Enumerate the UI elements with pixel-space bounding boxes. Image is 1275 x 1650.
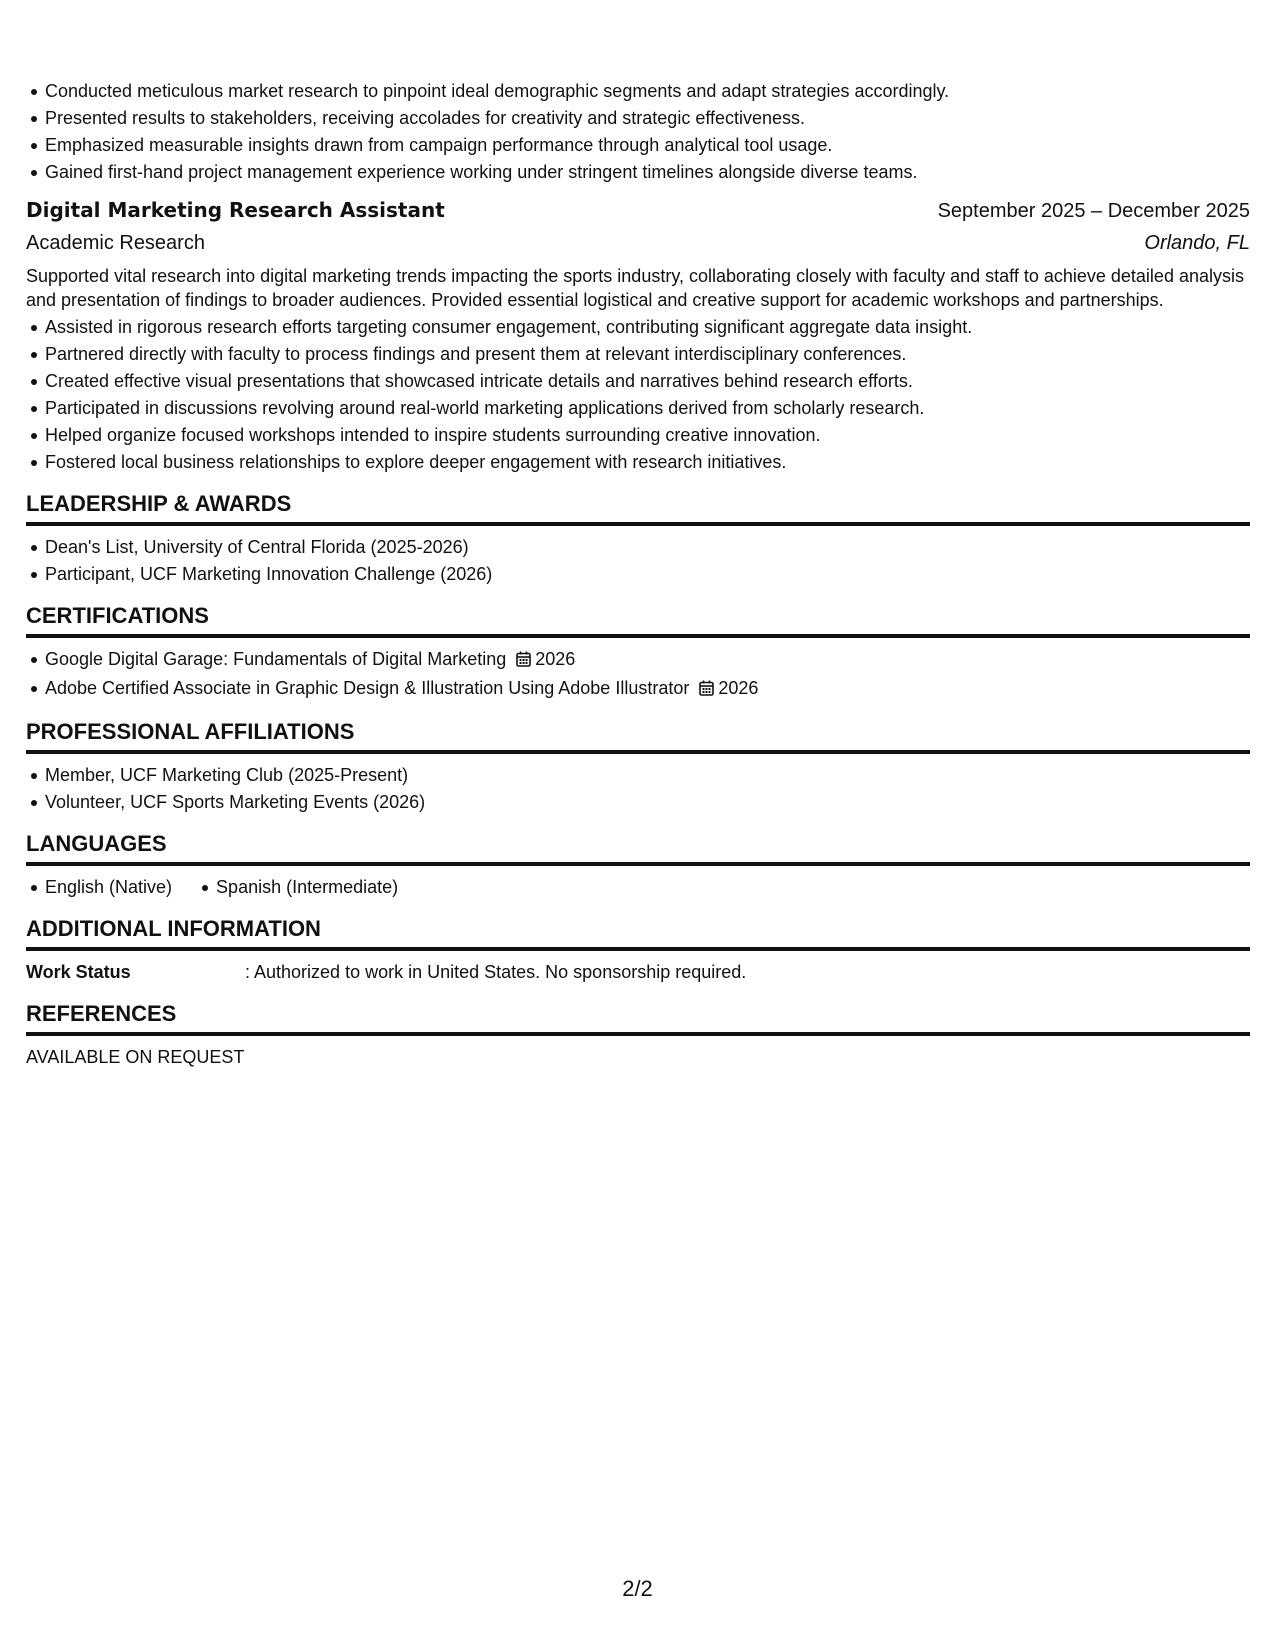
list-item: Dean's List, University of Central Florida (2025-2026): [45, 534, 1250, 561]
list-item: Created effective visual presentations that showcased intricate details and narratives behind research efforts.: [45, 368, 1250, 395]
certification-name: Google Digital Garage: Fundamentals of Digital Marketing: [45, 649, 507, 669]
job-organization: Academic Research: [26, 232, 205, 254]
list-item: Assisted in rigorous research efforts targeting consumer engagement, contributing significant aggregate data insight.: [45, 314, 1250, 341]
job-subheader: [26, 228, 1250, 258]
job-dates: September 2025 – December 2025: [937, 200, 1250, 222]
list-item: Member, UCF Marketing Club (2025-Present): [45, 762, 1250, 789]
list-item: Conducted meticulous market research to pinpoint ideal demographic segments and adapt strategies accordingly.: [45, 78, 1250, 105]
section-leadership: [26, 490, 1250, 588]
section-certifications: [26, 602, 1250, 704]
leadership-list: [26, 534, 1250, 588]
section-additional-information: [26, 915, 1250, 986]
language-item: English (Native): [45, 874, 172, 901]
section-title: PROFESSIONAL AFFILIATIONS: [26, 718, 1250, 754]
job-header: [26, 195, 1250, 226]
list-item: Helped organize focused workshops intended to inspire students surrounding creative innovation.: [45, 422, 1250, 449]
job-description: Supported vital research into digital marketing trends impacting the sports industry, collaborating closely with faculty and staff to achieve detailed analysis and presentation of findings to broader audiences. Provided essential logistical and creative support for academic workshops and partnerships.: [26, 266, 1244, 310]
list-item: Fostered local business relationships to explore deeper engagement with research initiatives.: [45, 449, 1250, 476]
section-languages: [26, 830, 1250, 901]
list-item: [45, 646, 1250, 675]
section-title: ADDITIONAL INFORMATION: [26, 915, 1250, 951]
affiliations-list: [26, 762, 1250, 816]
section-title: LEADERSHIP & AWARDS: [26, 490, 1250, 526]
certification-name: Adobe Certified Associate in Graphic Design & Illustration Using Adobe Illustrator: [45, 678, 690, 698]
page-number: 2/2: [622, 1576, 653, 1601]
calendar-icon: [699, 677, 714, 704]
list-item: Volunteer, UCF Sports Marketing Events (2026): [45, 789, 1250, 816]
list-item: Emphasized measurable insights drawn from campaign performance through analytical tool usage.: [45, 132, 1250, 159]
job-bullets: [26, 314, 1250, 476]
language-item: Spanish (Intermediate): [216, 874, 398, 901]
section-affiliations: [26, 718, 1250, 816]
section-title: LANGUAGES: [26, 830, 1250, 866]
resume-page: [26, 78, 1250, 1071]
section-title: REFERENCES: [26, 1000, 1250, 1036]
section-title: CERTIFICATIONS: [26, 602, 1250, 638]
list-item: Presented results to stakeholders, receiving accolades for creativity and strategic effectiveness.: [45, 105, 1250, 132]
certification-year: 2026: [535, 649, 576, 669]
list-item: Partnered directly with faculty to process findings and present them at relevant interdisciplinary conferences.: [45, 341, 1250, 368]
list-item: Participated in discussions revolving around real-world marketing applications derived from scholarly research.: [45, 395, 1250, 422]
job-location: Orlando, FL: [1144, 232, 1250, 254]
previous-job-bullets: [26, 78, 1250, 186]
section-references: [26, 1000, 1250, 1071]
list-item: Participant, UCF Marketing Innovation Challenge (2026): [45, 561, 1250, 588]
certification-year: 2026: [718, 678, 759, 698]
work-status-row: [26, 959, 1250, 986]
languages-list: [26, 874, 1250, 901]
job-title: Digital Marketing Research Assistant: [26, 198, 445, 222]
list-item: Gained first-hand project management experience working under stringent timelines alongside diverse teams.: [45, 159, 1250, 186]
references-text: AVAILABLE ON REQUEST: [26, 1047, 245, 1067]
work-status-value: : Authorized to work in United States. No sponsorship required.: [245, 962, 747, 982]
certifications-list: [26, 646, 1250, 704]
calendar-icon: [516, 648, 531, 675]
list-item: [45, 675, 1250, 704]
job-entry: [26, 195, 1250, 476]
work-status-label: Work Status: [26, 962, 131, 982]
